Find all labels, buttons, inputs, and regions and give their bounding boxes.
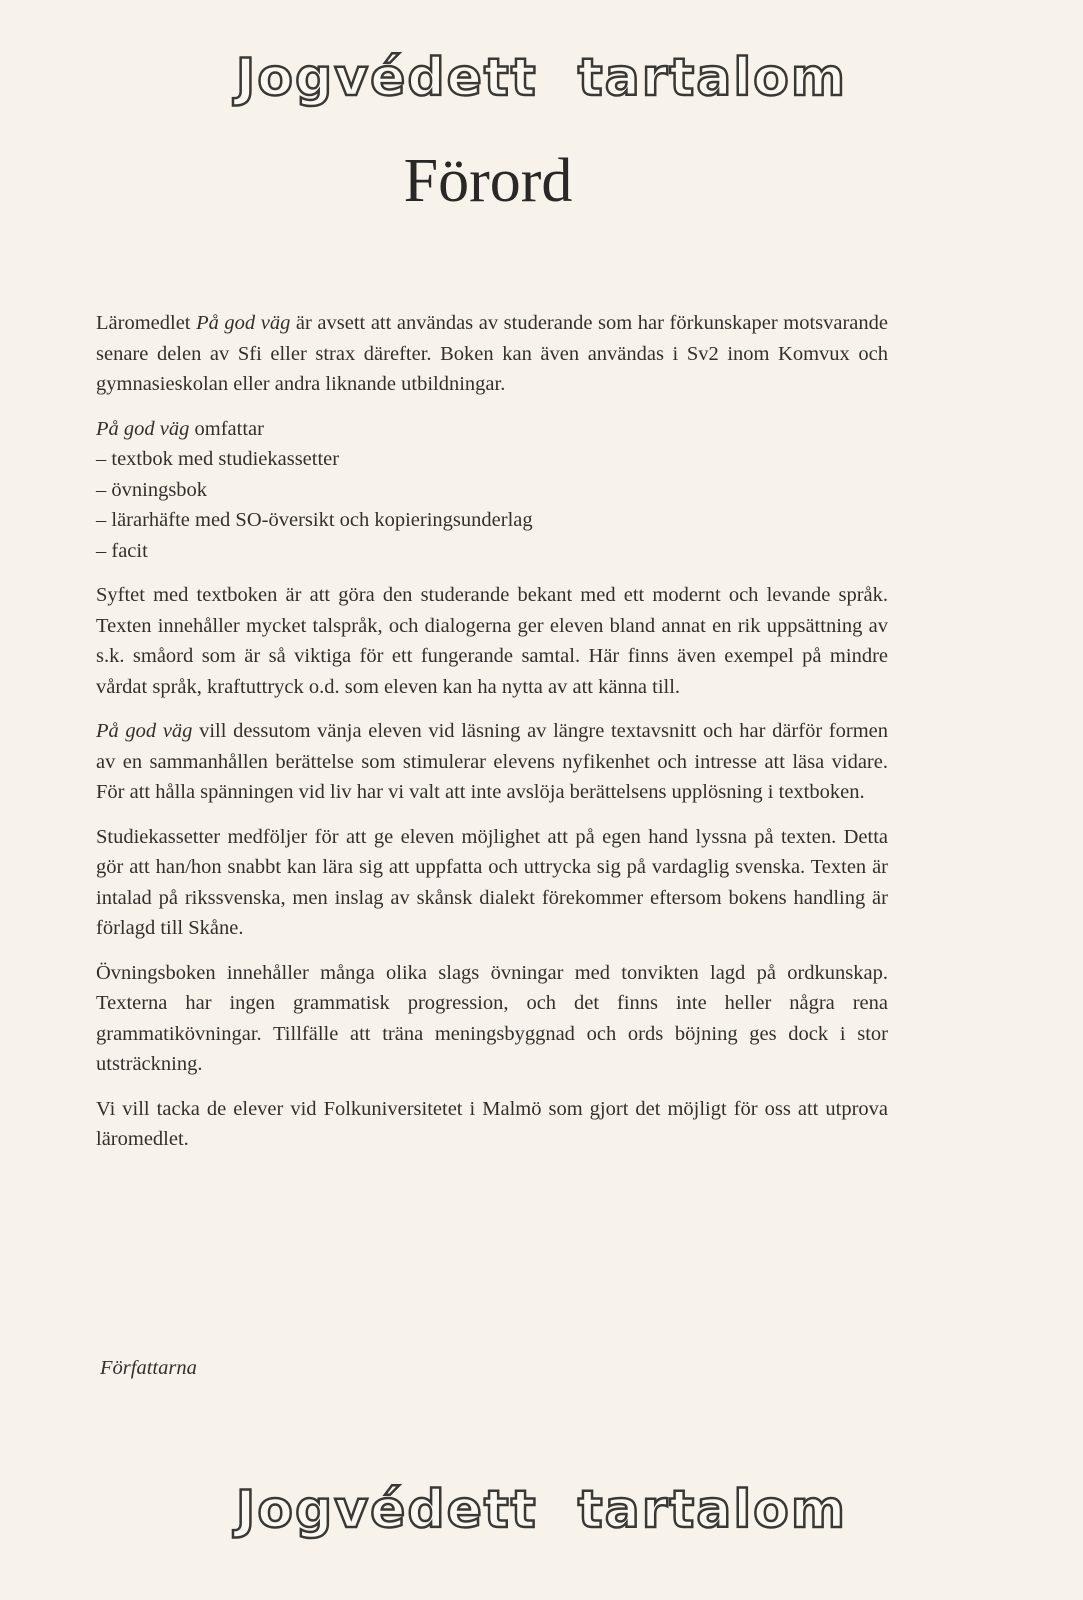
page-title: Förord	[403, 147, 573, 215]
paragraph-cassettes: Studiekassetter medföljer för att ge eleven möjlighet att på egen hand lyssna på texten. Detta gör att han/hon snabbt kan lära sig att uppfatta och uttrycka sig på vardaglig svenska. Texten är intalad på rikssvenska, men inslag av skånsk dialekt förekommer eftersom bokens handling är förlagd till Skåne.	[96, 825, 888, 939]
intro-pre: Läromedlet	[96, 312, 197, 334]
components-list	[96, 444, 888, 566]
watermark-top: Jogvédett tartalom	[235, 48, 848, 108]
paragraph-intro	[96, 308, 888, 400]
components-heading	[96, 414, 888, 445]
preface-body	[96, 308, 888, 1169]
list-item: – facit	[96, 539, 148, 562]
book-title: På god väg	[196, 312, 291, 334]
watermark-bottom: Jogvédett tartalom	[235, 1480, 848, 1540]
components-intro: omfattar	[189, 417, 264, 440]
reading-post: vill dessutom vänja eleven vid läsning av längre textavsnitt och har därför formen av en sammanhållen berättelse som stimulerar elevens nyfikenhet och intresse att läsa vidare. För att hålla spänningen vid liv har vi valt att inte avslöja berättelsens upplösning i textboken.	[96, 720, 889, 803]
list-item: – övningsbok	[96, 478, 208, 501]
paragraph-thanks: Vi vill tacka de elever vid Folkuniversitetet i Malmö som gjort det möjligt för oss att utprova läromedlet.	[96, 1097, 888, 1150]
intro-post: är avsett att användas av studerande som har förkunskaper motsvarande senare delen av Sfi eller strax därefter. Boken kan även användas i Sv2 inom Komvux och gymnasieskolan eller andra liknande utbildningar.	[96, 312, 888, 395]
list-item: – lärarhäfte med SO-översikt och kopieringsunderlag	[96, 509, 533, 531]
paragraph-purpose: Syftet med textboken är att göra den studerande bekant med ett modernt och levande språk. Texten innehåller mycket talspråk, och dialogerna ger eleven bland annat en rik uppsättning av s.k. småord som är så viktiga för ett fungerande samtal. Här finns även exempel på mindre vårdat språk, kraftuttryck o.d. som eleven kan ha nytta av att känna till.	[96, 584, 888, 698]
book-title: På god väg	[96, 417, 190, 440]
book-title: På god väg	[96, 720, 193, 742]
list-item: – textbok med studiekassetter	[96, 448, 340, 470]
paragraph-reading	[96, 716, 888, 808]
paragraph-workbook: Övningsboken innehåller många olika slags övningar med tonvikten lagd på ordkunskap. Texterna har ingen grammatisk progression, och det finns inte heller några rena grammatikövningar. Tillfälle att träna meningsbyggnad och ords böjning ges dock i stor utsträckning.	[96, 961, 888, 1075]
signature: Författarna	[100, 1357, 197, 1379]
